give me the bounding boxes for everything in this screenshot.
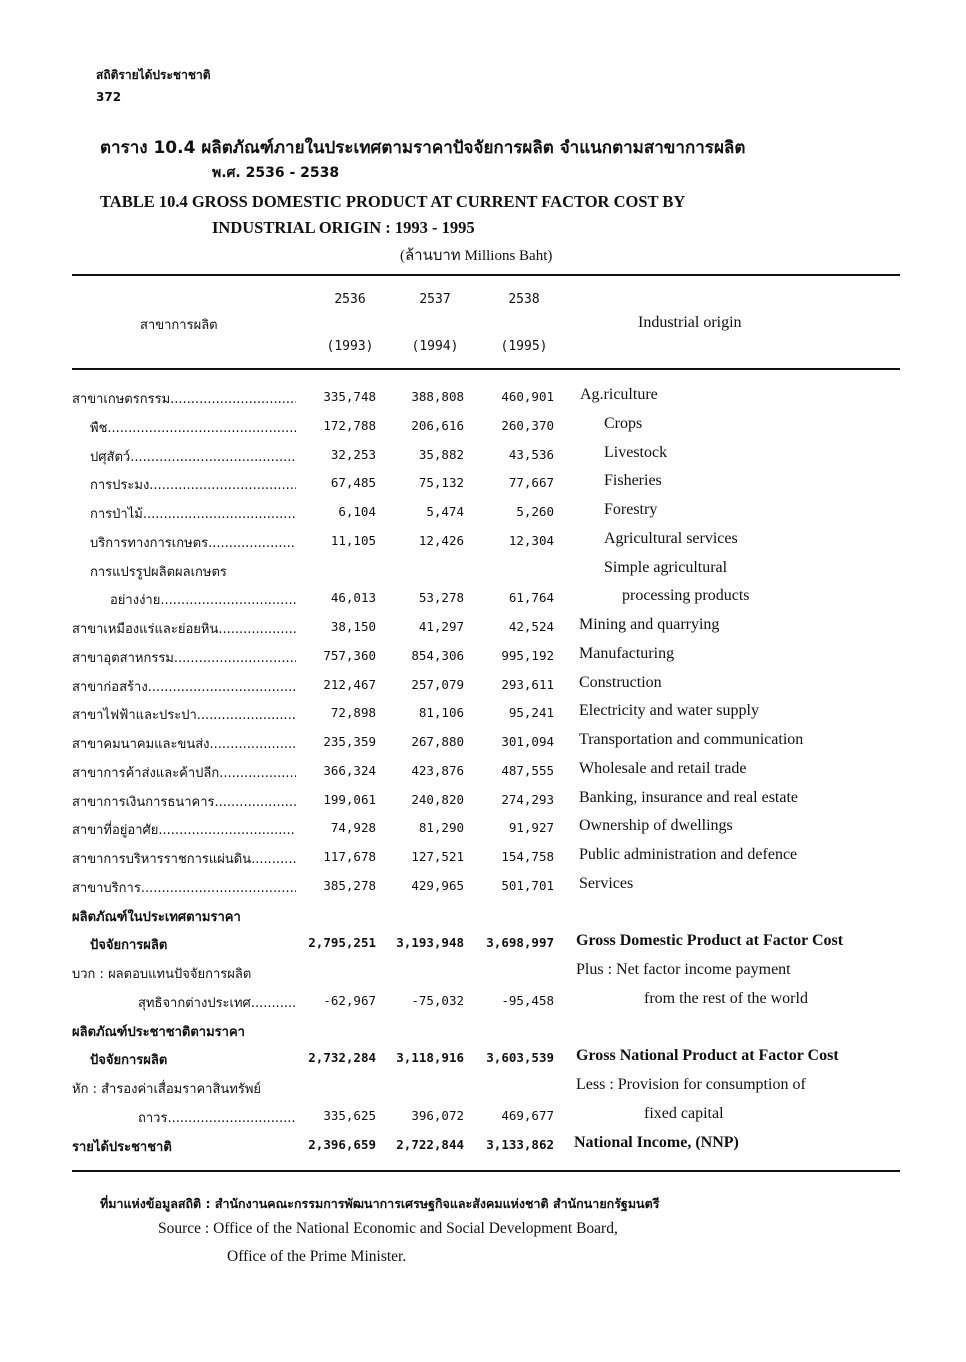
table-row xyxy=(0,1103,966,1129)
row-value-year-3: 95,241 xyxy=(508,705,554,721)
table-row xyxy=(0,1074,966,1100)
table-top-rule xyxy=(72,274,900,276)
row-label-english: Ownership of dwellings xyxy=(579,817,733,835)
row-label-english: Ag.riculture xyxy=(580,386,658,403)
row-value-year-3: 487,555 xyxy=(501,762,554,778)
row-value-year-2: 429,965 xyxy=(411,877,464,893)
table-row xyxy=(0,413,966,439)
row-label-thai: ผลิตภัณฑ์ในประเทศตามราคา xyxy=(72,909,241,925)
column-header-year-3: 2538 xyxy=(508,292,540,307)
row-label-thai: การประมง ..... xyxy=(90,474,296,495)
row-value-year-1: 335,625 xyxy=(323,1107,376,1123)
row-label-english: from the rest of the world xyxy=(644,989,808,1007)
table-row xyxy=(0,557,966,583)
row-value-year-1: 11,105 xyxy=(330,532,376,548)
table-row xyxy=(0,988,966,1014)
row-label-english: Banking, insurance and real estate xyxy=(579,788,799,806)
table-row xyxy=(0,442,966,468)
row-value-year-1: 335,748 xyxy=(323,389,376,404)
row-label-thai: ปัจจัยการผลิต xyxy=(90,1053,168,1069)
row-label-english: Gross Domestic Product at Factor Cost xyxy=(576,932,844,950)
table-row xyxy=(0,700,966,726)
row-label-thai: ปศุสัตว์ ..... xyxy=(90,446,296,467)
row-value-year-2: 206,616 xyxy=(411,417,464,433)
row-value-year-3: 260,370 xyxy=(501,417,554,433)
row-label-english: Electricity and water supply xyxy=(579,702,759,720)
row-value-year-1: 235,359 xyxy=(323,734,376,749)
row-value-year-3: 43,536 xyxy=(508,446,554,462)
row-value-year-2: 2,722,844 xyxy=(396,1136,464,1152)
source-note-english-cont: Office of the Prime Minister. xyxy=(227,1248,407,1265)
row-value-year-3: 301,094 xyxy=(501,734,554,749)
row-label-thai: สาขาบริการ ..... xyxy=(72,877,296,898)
row-label-thai: รายได้ประชาชาติ xyxy=(72,1139,172,1155)
row-value-year-3: 61,764 xyxy=(508,590,554,606)
row-value-year-1: 46,013 xyxy=(330,590,376,606)
table-title-english-cont: INDUSTRIAL ORIGIN : 1993 - 1995 xyxy=(212,218,475,237)
row-value-year-1: 2,396,659 xyxy=(308,1136,376,1152)
row-value-year-3: 460,901 xyxy=(501,389,554,404)
row-value-year-1: 32,253 xyxy=(330,446,376,462)
page-number: 372 xyxy=(96,90,122,104)
table-row xyxy=(0,815,966,841)
row-value-year-3: 3,133,862 xyxy=(486,1136,554,1152)
row-value-year-1: 72,898 xyxy=(330,705,376,721)
row-label-thai: สาขาการเงินการธนาคาร ..... xyxy=(72,791,296,812)
row-label-english: Gross National Product at Factor Cost xyxy=(576,1047,839,1065)
row-label-english: Crops xyxy=(604,414,643,432)
source-note-thai: ที่มาแห่งข้อมูลสถิติ : สำนักงานคณะกรรมการพัฒนาการเศรษฐกิจและสังคมแห่งชาติ สำนักนายกรัฐมนตรี xyxy=(100,1196,660,1211)
row-value-year-2: 3,193,948 xyxy=(396,935,464,951)
row-value-year-2: 41,297 xyxy=(418,619,464,634)
running-head: สถิติรายได้ประชาชาติ xyxy=(96,68,211,82)
row-value-year-1: 67,485 xyxy=(330,475,376,491)
table-row xyxy=(0,1045,966,1071)
row-label-english: Forestry xyxy=(604,501,658,518)
table-row xyxy=(0,729,966,755)
row-value-year-2: 12,426 xyxy=(418,532,464,548)
column-header-ce-2: (1994) xyxy=(411,339,459,354)
row-label-thai: ผลิตภัณฑ์ประชาชาติตามราคา xyxy=(72,1024,245,1040)
row-label-english: Fisheries xyxy=(604,472,662,490)
row-value-year-2: 53,278 xyxy=(418,590,464,606)
unit-label: (ล้านบาท Millions Baht) xyxy=(400,248,553,264)
row-label-english: Construction xyxy=(579,673,662,691)
table-row xyxy=(0,384,966,410)
row-value-year-1: 6,104 xyxy=(338,504,376,519)
row-label-english: Public administration and defence xyxy=(579,846,798,863)
row-label-english: Mining and quarrying xyxy=(579,616,720,633)
row-label-thai: อย่างง่าย ..... xyxy=(110,589,296,610)
row-label-thai: สุทธิจากต่างประเทศ ..... xyxy=(138,992,296,1013)
row-label-thai: สาขาการค้าส่งและค้าปลีก ..... xyxy=(72,762,296,783)
row-value-year-3: 77,667 xyxy=(508,475,554,491)
row-value-year-2: 3,118,916 xyxy=(396,1050,464,1066)
row-value-year-3: 91,927 xyxy=(508,820,554,836)
table-row xyxy=(0,902,966,928)
row-label-english: Services xyxy=(579,874,634,892)
row-value-year-1: 212,467 xyxy=(323,676,376,692)
row-label-thai: บริการทางการเกษตร ..... xyxy=(90,532,296,553)
row-value-year-1: 2,732,284 xyxy=(308,1050,376,1066)
row-value-year-2: 127,521 xyxy=(411,849,464,864)
table-title-thai: ตาราง 10.4 ผลิตภัณฑ์ภายในประเทศตามราคาปัจจัยการผลิต จำแนกตามสาขาการผลิต xyxy=(100,138,746,158)
row-value-year-2: 423,876 xyxy=(411,762,464,778)
row-value-year-2: 81,106 xyxy=(418,705,464,721)
column-header-ce-3: (1995) xyxy=(500,339,548,354)
column-header-sector-english: Industrial origin xyxy=(638,314,742,331)
row-value-year-2: 75,132 xyxy=(418,475,464,491)
table-row xyxy=(0,470,966,496)
row-value-year-2: 854,306 xyxy=(411,647,464,663)
column-header-sector-thai: สาขาการผลิต xyxy=(140,318,218,333)
row-value-year-2: 35,882 xyxy=(418,446,464,462)
row-value-year-3: 501,701 xyxy=(501,877,554,893)
row-value-year-2: 267,880 xyxy=(411,734,464,749)
table-header-rule xyxy=(72,368,900,370)
row-value-year-1: 385,278 xyxy=(323,877,376,893)
row-label-thai: สาขาอุตสาหกรรม ..... xyxy=(72,647,296,668)
row-label-english: processing products xyxy=(622,587,750,605)
row-label-english: Less : Provision for consumption of xyxy=(576,1076,806,1093)
row-label-english: Simple agricultural xyxy=(604,558,728,576)
column-header-ce-1: (1993) xyxy=(326,339,374,354)
row-value-year-3: 154,758 xyxy=(501,849,554,864)
table-row xyxy=(0,672,966,698)
table-title-thai-years: พ.ศ. 2536 - 2538 xyxy=(212,165,340,181)
row-value-year-3: 3,698,997 xyxy=(486,935,554,951)
row-label-english: fixed capital xyxy=(644,1104,724,1122)
table-row xyxy=(0,758,966,784)
row-value-year-3: 3,603,539 xyxy=(486,1050,554,1066)
row-value-year-2: 5,474 xyxy=(426,504,464,519)
table-bottom-rule xyxy=(72,1170,900,1172)
row-value-year-1: 117,678 xyxy=(323,849,376,864)
row-label-thai: สาขาไฟฟ้าและประปา ..... xyxy=(72,704,296,725)
row-label-thai: สาขาเกษตรกรรม ..... xyxy=(72,388,296,409)
row-value-year-3: 274,293 xyxy=(501,791,554,807)
table-row xyxy=(0,844,966,870)
table-row xyxy=(0,1132,966,1158)
row-value-year-2: 240,820 xyxy=(411,791,464,807)
row-label-thai: พืช ..... xyxy=(90,417,296,438)
row-value-year-3: 12,304 xyxy=(508,532,554,548)
row-value-year-1: 2,795,251 xyxy=(308,935,376,951)
row-value-year-2: 81,290 xyxy=(418,820,464,836)
table-row xyxy=(0,528,966,554)
row-value-year-3: 995,192 xyxy=(501,647,554,663)
row-label-thai: สาขาคมนาคมและขนส่ง ..... xyxy=(72,733,296,754)
row-label-thai: บวก : ผลตอบแทนปัจจัยการผลิต xyxy=(72,967,252,982)
row-value-year-2: -75,032 xyxy=(411,992,464,1008)
row-value-year-1: 38,150 xyxy=(330,619,376,634)
table-row xyxy=(0,499,966,525)
row-value-year-1: 366,324 xyxy=(323,762,376,778)
row-label-english: Livestock xyxy=(604,443,668,461)
table-row xyxy=(0,959,966,985)
row-label-thai: สาขาการบริหารราชการแผ่นดิน ..... xyxy=(72,848,296,869)
row-label-english: Plus : Net factor income payment xyxy=(576,961,791,978)
source-note-english: Source : Office of the National Economic and Social Development Board, xyxy=(158,1220,618,1237)
row-label-english: National Income, (NNP) xyxy=(574,1133,739,1151)
column-header-year-2: 2537 xyxy=(419,292,451,307)
row-label-english: Transportation and communication xyxy=(579,731,804,748)
column-header-year-1: 2536 xyxy=(334,292,366,307)
row-value-year-3: 5,260 xyxy=(516,504,554,519)
table-row xyxy=(0,787,966,813)
row-value-year-2: 396,072 xyxy=(411,1107,464,1123)
row-label-thai: การแปรรูปผลิตผลเกษตร xyxy=(90,564,227,580)
table-row xyxy=(0,873,966,899)
row-value-year-2: 388,808 xyxy=(411,389,464,404)
table-row xyxy=(0,643,966,669)
row-label-thai: สาขาที่อยู่อาศัย ..... xyxy=(72,819,296,840)
row-label-thai: หัก : สำรองค่าเสื่อมราคาสินทรัพย์ xyxy=(72,1082,262,1097)
row-value-year-3: 469,677 xyxy=(501,1107,554,1123)
row-label-thai: สาขาเหมืองแร่และย่อยหิน ..... xyxy=(72,618,296,639)
row-value-year-1: 757,360 xyxy=(323,647,376,663)
row-label-english: Agricultural services xyxy=(604,529,738,547)
row-value-year-1: -62,967 xyxy=(323,992,376,1008)
row-value-year-1: 172,788 xyxy=(323,417,376,433)
row-label-thai: สาขาก่อสร้าง ..... xyxy=(72,676,296,697)
row-label-thai: ถาวร ..... xyxy=(138,1107,296,1128)
table-row xyxy=(0,930,966,956)
table-title-english: TABLE 10.4 GROSS DOMESTIC PRODUCT AT CURRENT FACTOR COST BY xyxy=(100,192,686,211)
row-value-year-3: 293,611 xyxy=(501,676,554,692)
row-label-thai: ปัจจัยการผลิต xyxy=(90,938,168,954)
row-value-year-2: 257,079 xyxy=(411,676,464,692)
row-label-english: Manufacturing xyxy=(579,644,675,662)
row-label-thai: การป่าไม้ ..... xyxy=(90,503,296,524)
row-value-year-3: -95,458 xyxy=(501,992,554,1008)
table-row xyxy=(0,1017,966,1043)
row-label-english: Wholesale and retail trade xyxy=(579,759,747,777)
row-value-year-1: 74,928 xyxy=(330,820,376,836)
table-row xyxy=(0,585,966,611)
row-value-year-1: 199,061 xyxy=(323,791,376,807)
row-value-year-3: 42,524 xyxy=(508,619,554,634)
table-row xyxy=(0,614,966,640)
